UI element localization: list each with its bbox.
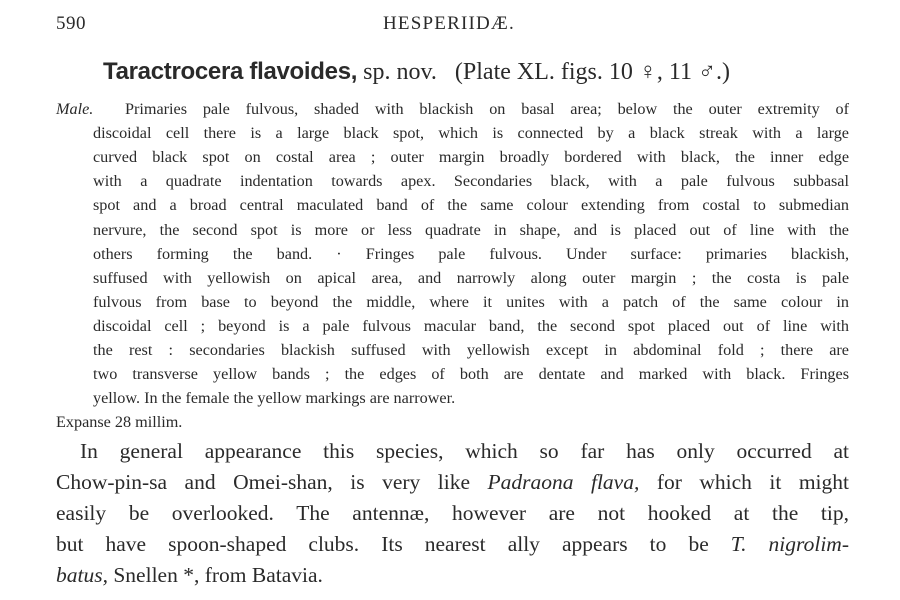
running-head: HESPERIIDÆ. <box>383 13 515 34</box>
description-line: the rest : secondaries blackish suffused with yellowish except in abdominal fold ; there are <box>93 341 849 359</box>
description-line: two transverse yellow bands ; the edges of both are dentate and marked with black. Fringes <box>93 365 849 384</box>
description-line: with a quadrate indentation towards apex. Secondaries black, with a pale fulvous subbasal <box>93 172 849 191</box>
page-header <box>0 13 900 39</box>
page-number: 590 <box>56 13 86 34</box>
plate-reference: (Plate XL. figs. 10 ♀, 11 ♂.) <box>454 59 730 85</box>
remarks-line: Chow-pin-sa and Omei-shan, is very like Padraona flava, for which it might <box>56 470 850 494</box>
taxon-padraona-flava: Padraona flava, <box>487 470 640 494</box>
description-line: others forming the band. · Fringes pale fulvous. Under surface: primaries blackish, <box>93 244 849 263</box>
description-line: discoidal cell there is a large black spot, which is connected by a black streak with a large <box>93 124 849 143</box>
description-line: Male. Primaries pale fulvous, shaded with blackish on basal area; below the outer extremity of <box>56 100 849 118</box>
description-line: suffused with yellowish on apical area, and narrowly along outer margin ; the costa is pale <box>93 268 849 287</box>
male-label: Male. <box>56 100 94 118</box>
description-line: fulvous from base to beyond the middle, where it unites with a patch of the same colour in <box>93 292 849 311</box>
species-name: Taractrocera flavoides, <box>103 58 358 85</box>
description-line: spot and a broad central maculated band of the same colour extending from costal to submedian <box>93 196 849 215</box>
taxon-nigrolimbatus: T. nigrolim- <box>730 532 849 556</box>
expanse-measurement: Expanse 28 millim. <box>56 413 183 432</box>
remarks-line: In general appearance this species, which so far has only occurred at <box>80 439 849 463</box>
taxon-nigrolimbatus-end: batus, <box>56 563 108 587</box>
species-title <box>103 58 863 86</box>
description-line: yellow. In the female the yellow markings are narrower. <box>93 389 456 408</box>
description-line: curved black spot on costal area ; outer margin broadly bordered with black, the inner edge <box>93 148 849 167</box>
description-line: discoidal cell ; beyond is a pale fulvous macular band, the second spot placed out of line with <box>93 316 849 335</box>
species-authority: sp. nov. <box>357 59 437 85</box>
remarks-line: easily be overlooked. The antennæ, however are not hooked at the tip, <box>56 501 849 525</box>
description-line: nervure, the second spot is more or less quadrate in shape, and is placed out of line with the <box>93 220 849 239</box>
remarks-line: batus, Snellen *, from Batavia. <box>56 563 323 587</box>
remarks-line: but have spoon-shaped clubs. Its nearest ally appears to be T. nigrolim- <box>56 532 849 556</box>
